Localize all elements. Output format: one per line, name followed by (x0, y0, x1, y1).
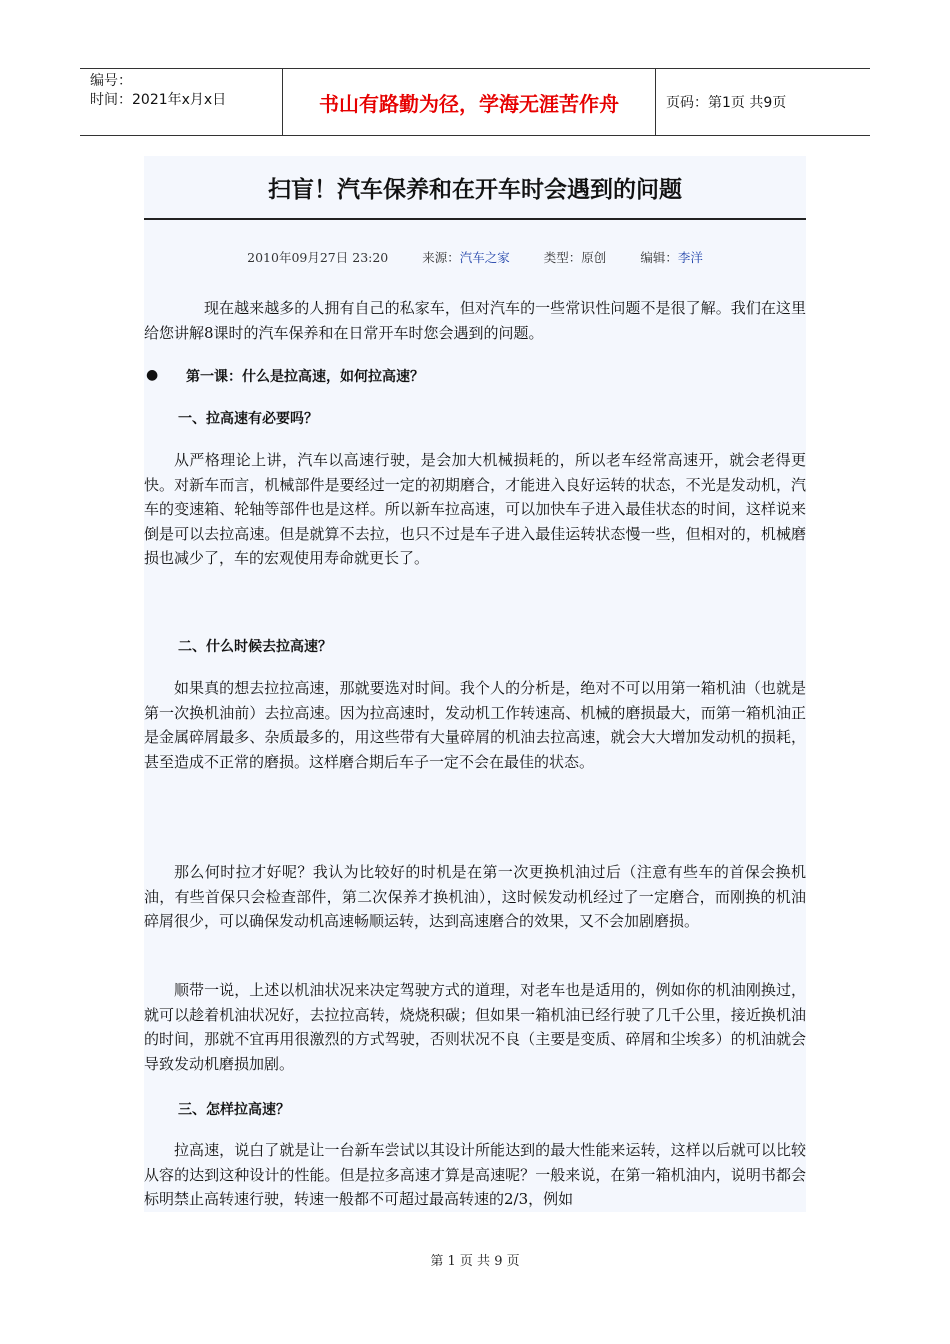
page-footer: 第 1 页 共 9 页 (430, 1254, 520, 1269)
article-title: 扫盲！汽车保养和在开车时会遇到的问题 (144, 156, 806, 220)
article-source-label: 来源： (422, 250, 460, 265)
article-meta (144, 248, 806, 266)
lesson-1-heading: 第一课：什么是拉高速，如何拉高速？ (186, 369, 424, 385)
article-editor-link[interactable]: 李洋 (677, 250, 703, 265)
document-number-label: 编号： (90, 73, 132, 89)
header-motto-cell (282, 69, 656, 135)
section-3-heading: 三、怎样拉高速？ (178, 1102, 290, 1118)
header-page-info: 页码：第1页 共9页 (666, 95, 787, 111)
intro-paragraph: 现在越来越多的人拥有自己的私家车，但对汽车的一些常识性问题不是很了解。我们在这里给您讲解8课时的汽车保养和在日常开车时您会遇到的问题。 (144, 299, 806, 342)
section-2-paragraph-3: 顺带一说，上述以机油状况来决定驾驶方式的道理，对老车也是适用的，例如你的机油刚换过，就可以趁着机油状况好，去拉拉高转，烧烧积碳；但如果一箱机油已经行驶了几千公里，接近换机油的时间，那就不宜再用很激烈的方式驾驶，否则状况不良（主要是变质、碎屑和尘埃多）的机油就会导致发动机磨损加剧。 (144, 981, 806, 1073)
bullet-icon: ● (146, 367, 159, 383)
article-body (144, 156, 806, 1212)
header-motto: 书山有路勤为径，学海无涯苦作舟 (319, 91, 619, 116)
section-1-paragraph: 从严格理论上讲，汽车以高速行驶，是会加大机械损耗的，所以老车经常高速开，就会老得更快。对新车而言，机械部件是要经过一定的初期磨合，才能进入良好运转的状态，不光是发动机，汽车的变速箱、轮轴等部件也是这样。所以新车拉高速，可以加快车子进入最佳状态的时间，这样说来倒是可以去拉高速。但是就算不去拉，也只不过是车子进入最佳运转状态慢一些，但相对的，机械磨损也减少了，车的宏观使用寿命就更长了。 (144, 451, 806, 567)
article-datetime: 2010年09月27日 23:20 (247, 250, 389, 265)
document-time-label: 时间：2021年x月x日 (90, 92, 227, 108)
section-2-paragraph-1: 如果真的想去拉拉高速，那就要选对时间。我个人的分析是，绝对不可以用第一箱机油（也就是第一次换机油前）去拉高速。因为拉高速时，发动机工作转速高、机械的磨损最大，而第一箱机油正是金属碎屑最多、杂质最多的，用这些带有大量碎屑的机油去拉高速，就会大大增加发动机的损耗，甚至造成不正常的磨损。这样磨合期后车子一定不会在最佳的状态。 (144, 679, 806, 771)
article-editor-label: 编辑： (640, 250, 678, 265)
section-3-paragraph: 拉高速，说白了就是让一台新车尝试以其设计所能达到的最大性能来运转，这样以后就可以比较从容的达到这种设计的性能。但是拉多高速才算是高速呢？一般来说，在第一箱机油内，说明书都会标明禁止高转速行驶，转速一般都不可超过最高转速的2/3，例如 (144, 1141, 806, 1208)
section-1-heading: 一、拉高速有必要吗？ (178, 411, 318, 427)
header-left-cell (80, 69, 282, 135)
section-2-heading: 二、什么时候去拉高速？ (178, 639, 332, 655)
article-type: 类型：原创 (543, 250, 607, 265)
section-2-paragraph-2: 那么何时拉才好呢？我认为比较好的时机是在第一次更换机油过后（注意有些车的首保会换机油，有些首保只会检查部件，第二次保养才换机油），这时候发动机经过了一定磨合，而刚换的机油碎屑很少，可以确保发动机高速畅顺运转，达到高速磨合的效果，又不会加剧磨损。 (144, 863, 806, 930)
document-header (80, 68, 870, 136)
article-source-link[interactable]: 汽车之家 (459, 250, 510, 265)
